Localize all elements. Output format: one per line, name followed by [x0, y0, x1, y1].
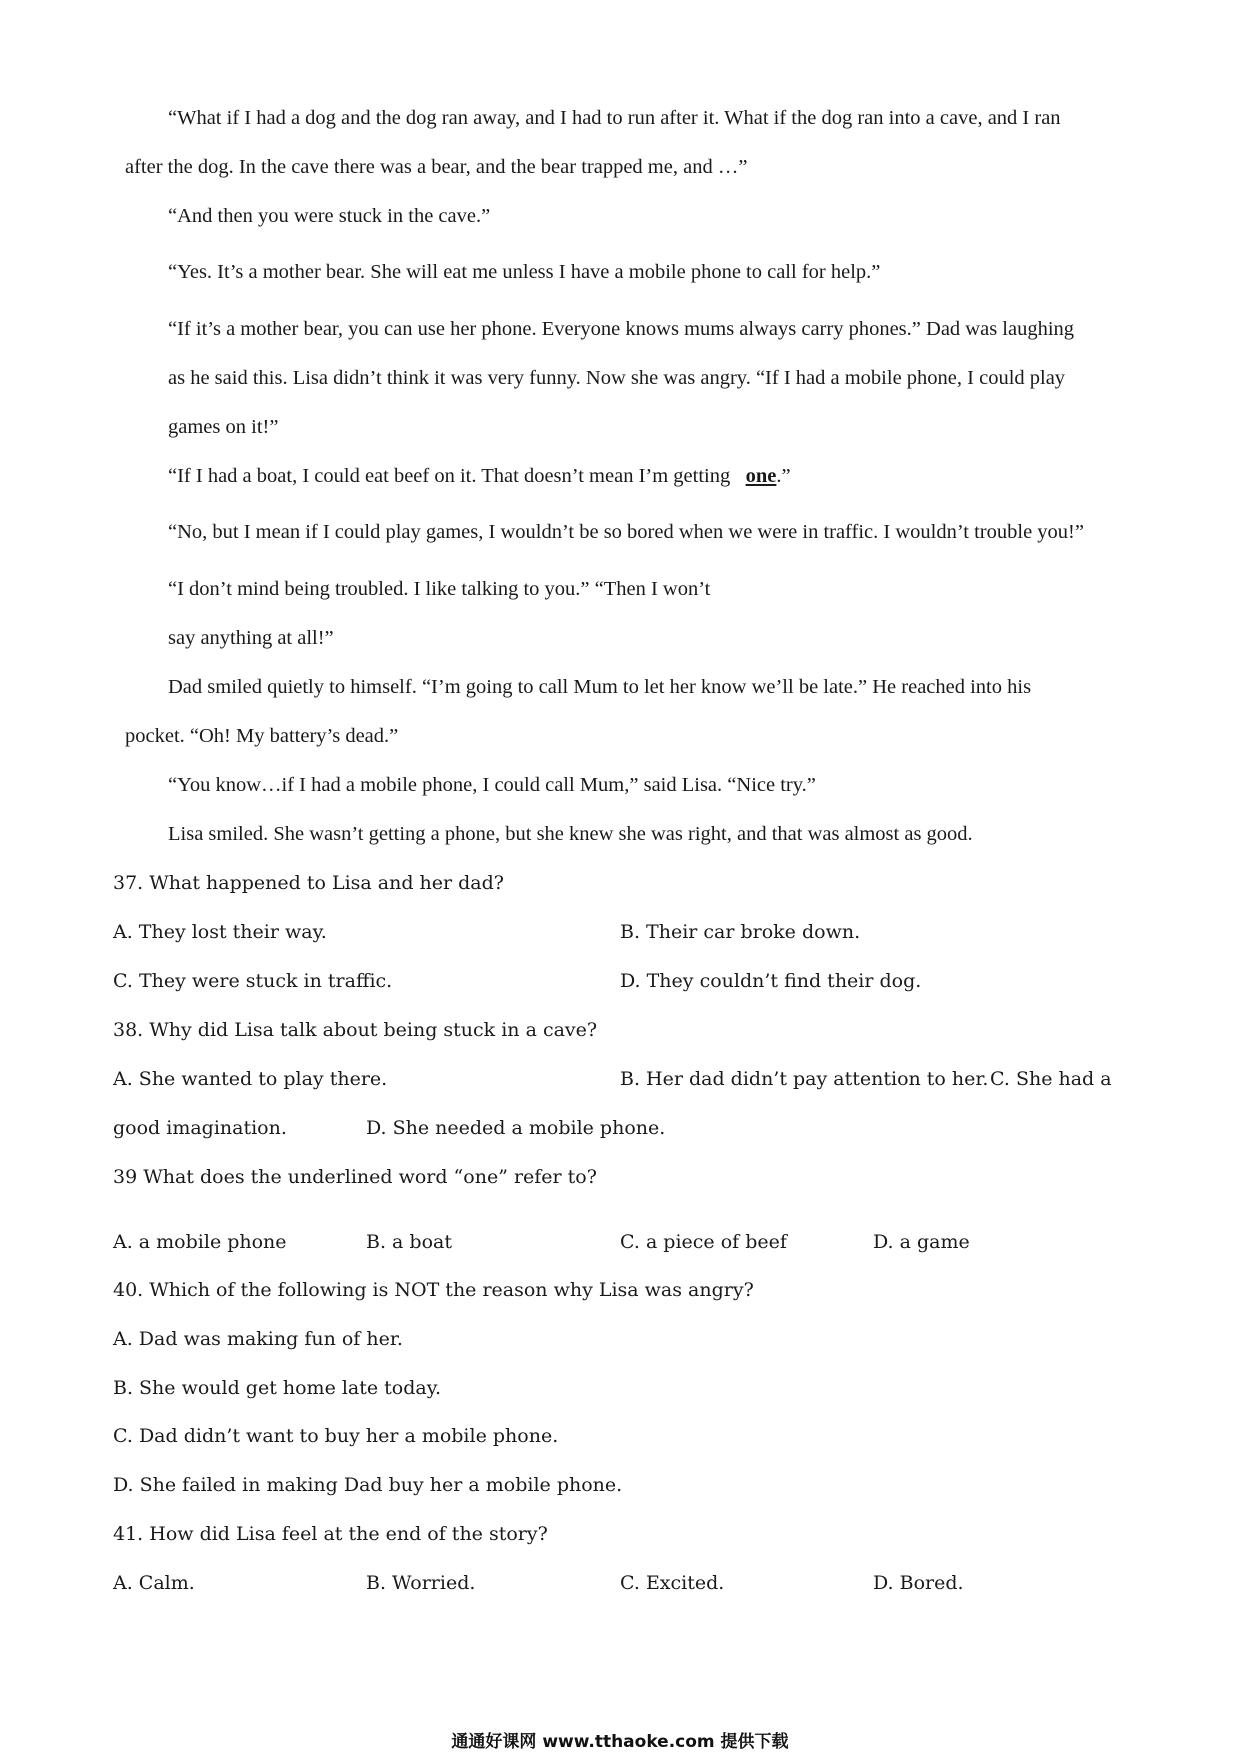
option-38-d: D. She needed a mobile phone.	[366, 1117, 666, 1139]
passage-line: “And then you were stuck in the cave.”	[168, 205, 491, 227]
passage-line: “I don’t mind being troubled. I like talking to you.” “Then I won’t	[168, 578, 711, 600]
option-40-b: B. She would get home late today.	[113, 1377, 441, 1399]
option-37-b: B. Their car broke down.	[620, 921, 861, 943]
passage-text: “If I had a boat, I could eat beef on it. That doesn’t mean I’m getting	[168, 465, 731, 487]
page-footer: 通通好课网 www.tthaoke.com 提供下载	[451, 1732, 789, 1752]
question-37-stem: 37. What happened to Lisa and her dad?	[113, 872, 504, 894]
question-39-stem: 39 What does the underlined word “one” refer to?	[113, 1166, 597, 1188]
passage-line: “What if I had a dog and the dog ran away, and I had to run after it. What if the dog ran into a cave, and I ran	[168, 107, 1061, 129]
passage-line: “You know…if I had a mobile phone, I could call Mum,” said Lisa. “Nice try.”	[168, 774, 816, 796]
option-41-a: A. Calm.	[113, 1572, 195, 1594]
option-38-a: A. She wanted to play there.	[113, 1068, 388, 1090]
option-41-d: D. Bored.	[873, 1572, 964, 1594]
option-37-a: A. They lost their way.	[113, 921, 327, 943]
question-40-stem: 40. Which of the following is NOT the reason why Lisa was angry?	[113, 1279, 754, 1301]
question-38-stem: 38. Why did Lisa talk about being stuck in a cave?	[113, 1019, 598, 1041]
passage-line: “Yes. It’s a mother bear. She will eat me unless I have a mobile phone to call for help.”	[168, 261, 881, 283]
option-41-b: B. Worried.	[366, 1572, 476, 1594]
option-41-c: C. Excited.	[620, 1572, 725, 1594]
option-37-c: C. They were stuck in traffic.	[113, 970, 393, 992]
option-39-c: C. a piece of beef	[620, 1231, 787, 1253]
question-41-stem: 41. How did Lisa feel at the end of the story?	[113, 1523, 548, 1545]
passage-line: as he said this. Lisa didn’t think it was very funny. Now she was angry. “If I had a mobile phone, I could play	[168, 367, 1066, 389]
underlined-word: one	[745, 465, 777, 487]
option-40-a: A. Dad was making fun of her.	[113, 1328, 403, 1350]
passage-line: games on it!”	[168, 416, 279, 438]
option-39-d: D. a game	[873, 1231, 970, 1253]
passage-line	[168, 462, 791, 490]
passage-line: pocket. “Oh! My battery’s dead.”	[125, 725, 399, 747]
passage-line: “No, but I mean if I could play games, I wouldn’t be so bored when we were in traffic. I wouldn’t trouble you!”	[168, 521, 1084, 543]
option-40-d: D. She failed in making Dad buy her a mobile phone.	[113, 1474, 623, 1496]
option-38-c: C. She had a	[990, 1068, 1112, 1090]
option-39-b: B. a boat	[366, 1231, 452, 1253]
passage-line: say anything at all!”	[168, 627, 334, 649]
option-38-b: B. Her dad didn’t pay attention to her.	[620, 1068, 989, 1090]
passage-line: after the dog. In the cave there was a bear, and the bear trapped me, and …”	[125, 156, 748, 178]
option-39-a: A. a mobile phone	[113, 1231, 287, 1253]
passage-line: Lisa smiled. She wasn’t getting a phone, but she knew she was right, and that was almost as good.	[168, 823, 973, 845]
passage-text: .”	[776, 465, 791, 487]
option-40-c: C. Dad didn’t want to buy her a mobile phone.	[113, 1425, 559, 1447]
passage-line: Dad smiled quietly to himself. “I’m going to call Mum to let her know we’ll be late.” He reached into his	[168, 676, 1032, 698]
option-38-c-continued: good imagination.	[113, 1117, 287, 1139]
passage-line: “If it’s a mother bear, you can use her phone. Everyone knows mums always carry phones.” Dad was laughing	[168, 318, 1075, 340]
option-37-d: D. They couldn’t find their dog.	[620, 970, 922, 992]
